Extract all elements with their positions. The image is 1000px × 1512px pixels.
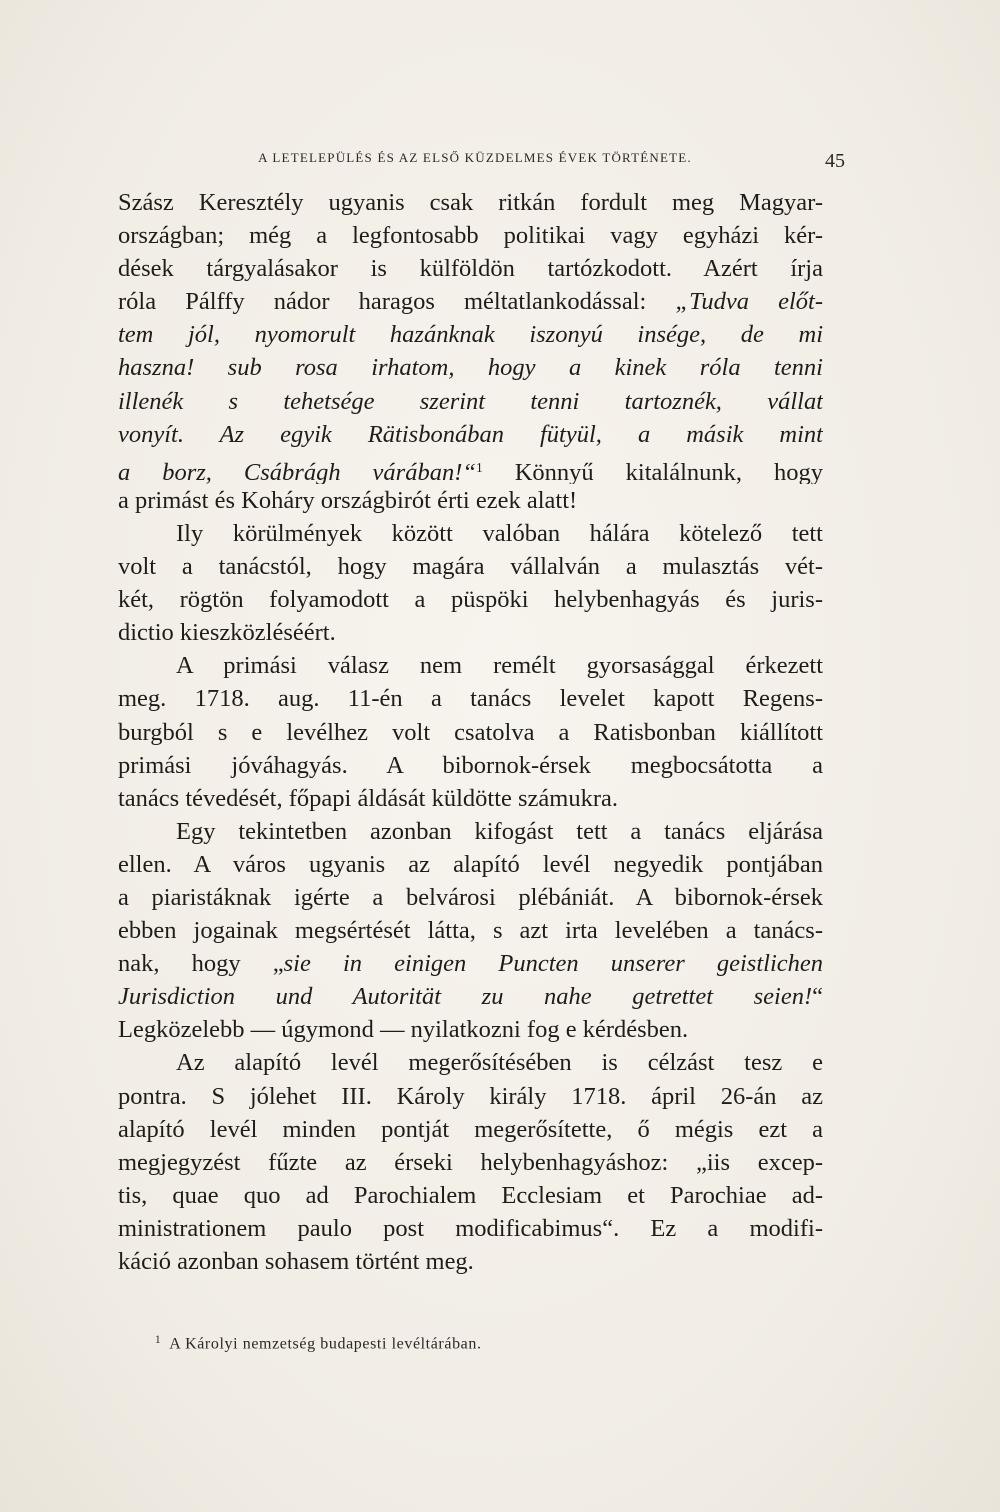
text-run: dictio kieszközléséért.: [118, 619, 336, 647]
text-line: [118, 318, 823, 351]
italic-text: tem jól, nyomorult hazánknak iszonyú insége, de mi: [118, 321, 823, 349]
text-run: Könnyű kitalálnunk, hogy: [482, 458, 823, 484]
text-run: volt a tanácstól, hogy magára vállalván a mulasztás vét-: [118, 553, 823, 581]
text-run: nak, hogy „: [118, 950, 284, 978]
running-title: A LETELEPÜLÉS ÉS AZ ELSŐ KÜZDELMES ÉVEK TÖRTÉNETE.: [258, 150, 692, 165]
text-run: Egy tekintetben azonban kifogást tett a tanács eljárása: [176, 817, 823, 845]
text-line: [118, 1013, 823, 1046]
text-line: [118, 881, 823, 914]
text-line: [118, 1046, 823, 1079]
text-run: “: [812, 983, 823, 1011]
text-run: megjegyzést fűzte az érseki helybenhagyáshoz: „iis excep-: [118, 1148, 823, 1176]
text-run: alapító levél minden pontját megerősítette, ő mégis ezt a: [118, 1115, 823, 1143]
text-line: [118, 1179, 823, 1212]
text-line: [118, 1146, 823, 1179]
text-line: [118, 1245, 823, 1278]
text-line: [118, 815, 823, 848]
text-line: [118, 1080, 823, 1113]
text-line: [118, 550, 823, 583]
text-run: tis, quae quo ad Parochialem Ecclesiam et Parochiae ad-: [118, 1181, 823, 1209]
footnote-text: A Károlyi nemzetség budapesti levéltárában.: [169, 1335, 482, 1353]
text-run: róla Pálffy nádor haragos méltatlankodással:: [118, 288, 676, 316]
text-run: Szász Keresztély ugyanis csak ritkán fordult meg Magyar-: [118, 189, 823, 216]
text-run: két, rögtön folyamodott a püspöki helybenhagyás és juris-: [118, 586, 823, 614]
text-line: [118, 451, 823, 484]
text-run: dések tárgyalásakor is külföldön tartózkodott. Azért írja: [118, 255, 823, 283]
text-line: [118, 186, 823, 219]
text-line: [118, 351, 823, 384]
italic-text: illenék s tehetsége szerint tenni tartoznék, vállat: [118, 387, 823, 415]
text-line: [118, 616, 823, 649]
text-run: burgból s e levélhez volt csatolva a Ratisbonban kiállított: [118, 718, 823, 746]
text-line: [118, 682, 823, 715]
text-run: káció azonban sohasem történt meg.: [118, 1248, 474, 1275]
text-line: [118, 219, 823, 252]
text-run: ministrationem paulo post modificabimus“. Ez a modifi-: [118, 1214, 823, 1242]
text-line: [118, 947, 823, 980]
text-run: ellen. A város ugyanis az alapító levél negyedik pontjában: [118, 850, 823, 878]
text-run: Ily körülmények között valóban hálára kötelező tett: [176, 519, 823, 547]
text-run: ebben jogainak megsértését látta, s azt irta levelében a tanács-: [118, 917, 823, 945]
text-line: [118, 716, 823, 749]
text-run: országban; még a legfontosabb politikai vagy egyházi kér-: [118, 222, 823, 250]
body-text: [118, 186, 823, 1278]
text-line: [118, 980, 823, 1013]
text-line: [118, 285, 823, 318]
text-line: [118, 848, 823, 881]
italic-text: „Tudva előt-: [675, 288, 823, 316]
text-line: [118, 1113, 823, 1146]
italic-text: sie in einigen Puncten unserer geistlichen: [283, 950, 823, 978]
footnote-reference: 1: [476, 459, 483, 475]
text-line: [118, 252, 823, 285]
italic-text: haszna! sub rosa irhatom, hogy a kinek róla tenni: [118, 354, 823, 382]
italic-text: vonyít. Az egyik Rätisbonában fütyül, a másik mint: [118, 420, 823, 448]
text-run: Az alapító levél megerősítésében is célzást tesz e: [176, 1049, 823, 1077]
text-run: meg. 1718. aug. 11-én a tanács levelet kapott Regens-: [118, 685, 823, 713]
text-line: [118, 385, 823, 418]
text-line: [118, 583, 823, 616]
footnote-marker: 1: [155, 1334, 162, 1346]
text-run: Legközelebb — úgymond — nyilatkozni fog e kérdésben.: [118, 1016, 689, 1044]
text-run: a piaristáknak igérte a belvárosi plébániát. A bibornok-érsek: [118, 883, 823, 911]
page-number: 45: [825, 150, 845, 172]
text-line: [118, 649, 823, 682]
text-line: [118, 517, 823, 550]
footnote: [155, 1334, 755, 1354]
text-line: [118, 749, 823, 782]
text-run: a primást és Koháry országbirót érti ezek alatt!: [118, 486, 578, 514]
italic-text: Jurisdiction und Autorität zu nahe getrettet seien!: [118, 983, 813, 1011]
text-line: [118, 1212, 823, 1245]
text-run: A primási válasz nem remélt gyorsasággal érkezett: [176, 652, 823, 680]
text-run: tanács tévedését, főpapi áldását küldötte számukra.: [118, 784, 619, 812]
italic-text: a borz, Csábrágh várában!“: [118, 458, 477, 484]
text-run: primási jóváhagyás. A bibornok-érsek megbocsátotta a: [118, 751, 823, 779]
text-line: [118, 484, 823, 517]
text-run: pontra. S jólehet III. Károly király 1718. ápril 26-án az: [118, 1082, 823, 1110]
text-line: [118, 782, 823, 815]
text-line: [118, 914, 823, 947]
text-line: [118, 418, 823, 451]
